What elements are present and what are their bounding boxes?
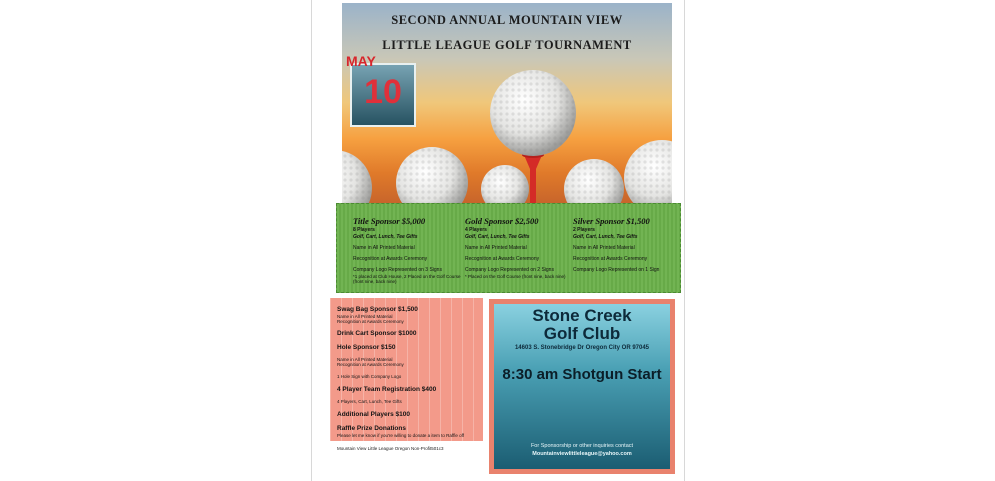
sponsor-includes: Golf, Cart, Lunch, Tee Gifts bbox=[573, 234, 638, 240]
date-month: MAY bbox=[346, 53, 376, 69]
swag-bag-title: Swag Bag Sponsor $1,500 bbox=[337, 306, 418, 313]
sponsor-benefit: Name in All Printed Material bbox=[573, 245, 635, 251]
swag-bag-line: Name in All Printed Material bbox=[337, 314, 393, 319]
venue-address: 14603 S. Stonebridge Dr Oregon City OR 97045 bbox=[514, 345, 650, 351]
contact-text: For Sponsorship or other inquiries contact bbox=[530, 443, 634, 449]
sponsor-players: 4 Players bbox=[465, 227, 487, 233]
sponsor-note: *1 placed at Club House, 2 Placed on the Golf Course (front nine, back nine) bbox=[353, 274, 461, 285]
flyer-page bbox=[311, 0, 685, 481]
sponsor-title: Title Sponsor $5,000 bbox=[353, 216, 426, 226]
gold-sponsor-column bbox=[465, 216, 577, 279]
sponsor-title: Gold Sponsor $2,500 bbox=[465, 216, 539, 226]
sponsor-benefit: Name in All Printed Material bbox=[465, 245, 527, 251]
venue-name-line-1: Stone Creek bbox=[532, 306, 632, 325]
hole-sponsor-line: 1 Hole Sign with Company Logo bbox=[337, 374, 402, 379]
silver-sponsor-column bbox=[573, 216, 685, 273]
contact-email: Mountainviewlittleleague@yahoo.com bbox=[532, 451, 632, 457]
sponsor-players: 2 Players bbox=[573, 227, 595, 233]
sponsor-benefit: Recognition at Awards Ceremony bbox=[465, 256, 540, 262]
sponsor-players: 8 Players bbox=[353, 227, 375, 233]
raffle-title: Raffle Prize Donations bbox=[337, 425, 406, 432]
sponsor-benefit: Company Logo Represented on 3 Signs bbox=[353, 267, 442, 273]
sponsor-benefit: Recognition at Awards Ceremony bbox=[353, 256, 428, 262]
team-registration-line: 4 Players, Cart, Lunch, Tee Gifts bbox=[337, 399, 402, 404]
swag-bag-line: Recognition at Awards Ceremony bbox=[337, 319, 404, 324]
title-line-2: LITTLE LEAGUE GOLF TOURNAMENT bbox=[382, 38, 632, 52]
raffle-line: Please let me know if you're willing to donate a item to Raffle off bbox=[337, 433, 465, 438]
sponsor-benefit: Company Logo Represented on 1 Sign bbox=[573, 267, 660, 273]
sponsor-includes: Golf, Cart, Lunch, Tee Gifts bbox=[353, 234, 418, 240]
drink-cart-title: Drink Cart Sponsor $1000 bbox=[337, 330, 417, 337]
title-sponsor-column bbox=[353, 216, 465, 284]
title-line-1: SECOND ANNUAL MOUNTAIN VIEW bbox=[391, 13, 623, 27]
sponsor-note: * Placed on the Golf Course (front nine, back nine) bbox=[465, 274, 566, 279]
additional-players-title: Additional Players $100 bbox=[337, 411, 410, 418]
date-day: 10 bbox=[364, 73, 402, 111]
hole-sponsor-title: Hole Sponsor $150 bbox=[337, 344, 396, 351]
hero-image bbox=[342, 3, 672, 203]
team-registration-title: 4 Player Team Registration $400 bbox=[337, 386, 437, 393]
venue-panel-inner bbox=[494, 304, 670, 469]
other-sponsorships-panel bbox=[330, 298, 483, 441]
venue-name-line-2: Golf Club bbox=[543, 324, 621, 343]
sponsor-includes: Golf, Cart, Lunch, Tee Gifts bbox=[465, 234, 530, 240]
nonprofit-footer: Mountain View Little League Oregon Non-Profit501c3 bbox=[337, 446, 444, 451]
venue-panel bbox=[489, 299, 675, 474]
sponsor-title: Silver Sponsor $1,500 bbox=[573, 216, 650, 226]
sponsor-benefit: Name in All Printed Material bbox=[353, 245, 415, 251]
hole-sponsor-line: Name in All Printed Material bbox=[337, 357, 393, 362]
sponsor-benefit: Company Logo Represented on 2 Signs bbox=[465, 267, 554, 273]
start-time: 8:30 am Shotgun Start bbox=[502, 366, 662, 383]
sponsor-benefit: Recognition at Awards Ceremony bbox=[573, 256, 648, 262]
sponsor-tiers-panel bbox=[336, 203, 681, 293]
date-box bbox=[350, 63, 416, 127]
hole-sponsor-line: Recognition at Awards Ceremony bbox=[337, 362, 404, 367]
